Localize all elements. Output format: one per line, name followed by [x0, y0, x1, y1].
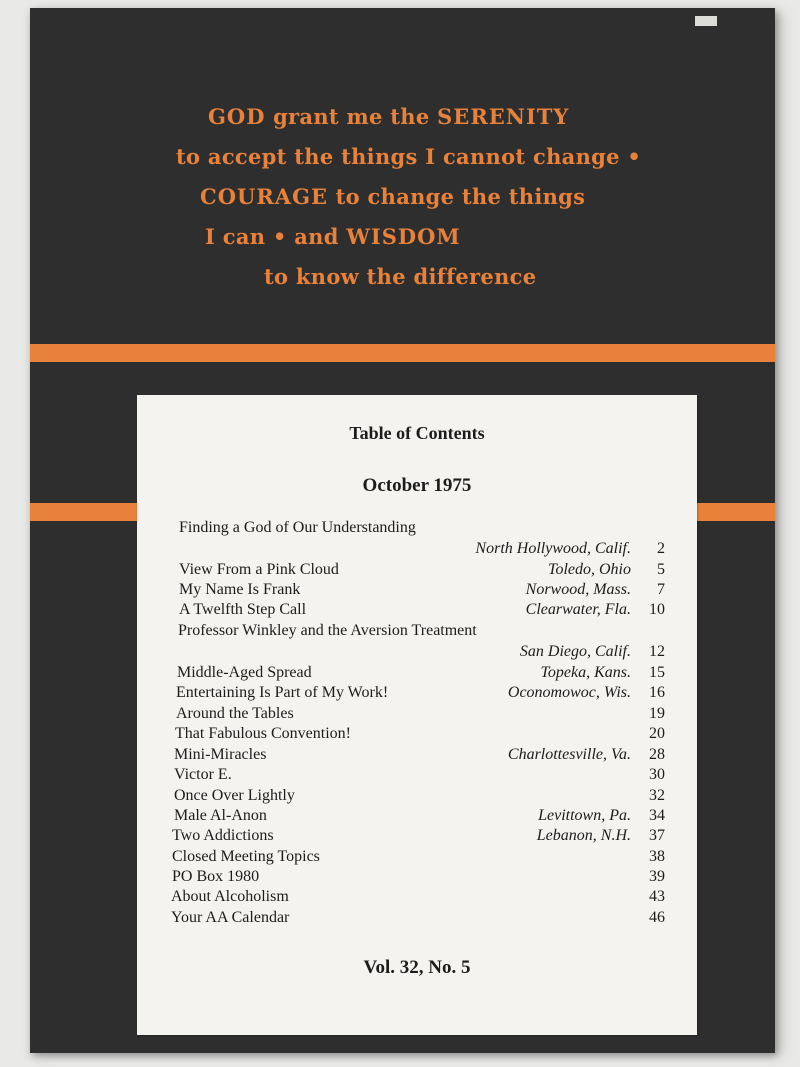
- toc-entry-page: 2: [657, 540, 665, 557]
- toc-entry-title: Entertaining Is Part of My Work!: [176, 684, 389, 701]
- toc-entry-title: My Name Is Frank: [179, 581, 301, 598]
- toc-entry-location: Norwood, Mass.: [525, 581, 631, 598]
- toc-entry-title: Around the Tables: [176, 705, 294, 722]
- toc-entry-title: About Alcoholism: [171, 888, 289, 905]
- cover-edge-mark: [695, 16, 717, 26]
- toc-entry-title: Finding a God of Our Understanding: [179, 519, 416, 536]
- toc-entry-location: San Diego, Calif.: [519, 643, 631, 660]
- toc-entry-title: View From a Pink Cloud: [179, 561, 339, 578]
- toc-entry-title: A Twelfth Step Call: [179, 601, 307, 618]
- toc-entry-location: Charlottesville, Va.: [507, 746, 631, 763]
- toc-entry-page: 43: [649, 888, 665, 905]
- prayer-line-2: to accept the things I cannot change •: [176, 144, 642, 169]
- toc-entry-page: 19: [649, 705, 665, 722]
- prayer-line-3: [200, 184, 585, 209]
- toc-entry-page: 28: [649, 746, 665, 763]
- toc-entry-page: 5: [657, 561, 665, 578]
- toc-entry-location: North Hollywood, Calif.: [475, 540, 631, 557]
- toc-entry-title: That Fabulous Convention!: [175, 725, 351, 742]
- prayer-line-4: [205, 224, 461, 249]
- toc-entry-title: Male Al-Anon: [174, 807, 267, 824]
- toc-entry-title: Closed Meeting Topics: [172, 848, 320, 865]
- toc-entry-page: 46: [649, 909, 665, 926]
- toc-entry-location: Topeka, Kans.: [540, 664, 631, 681]
- prayer-line-5: to know the difference: [264, 264, 537, 289]
- toc-entry-location: Oconomowoc, Wis.: [507, 684, 631, 701]
- toc-entry-title: Once Over Lightly: [174, 787, 295, 804]
- volume-number: Vol. 32, No. 5: [363, 957, 471, 978]
- prayer-text: to change the things: [328, 184, 586, 209]
- toc-entry-page: 7: [657, 581, 665, 598]
- toc-list: [137, 395, 697, 1035]
- toc-entry-title: PO Box 1980: [172, 868, 260, 885]
- table-of-contents-panel: [137, 395, 697, 1035]
- prayer-text: grant me the: [265, 104, 438, 129]
- toc-entry-page: 12: [649, 643, 665, 660]
- toc-entry-location: Levittown, Pa.: [538, 807, 631, 824]
- toc-entry-title: Middle-Aged Spread: [177, 664, 312, 681]
- toc-entry-title: Victor E.: [174, 766, 232, 783]
- prayer-word-wisdom: WISDOM: [346, 224, 461, 249]
- toc-entry-location: Toledo, Ohio: [548, 561, 631, 578]
- toc-entry-title: Professor Winkley and the Aversion Treatment: [178, 622, 477, 639]
- prayer-word-serenity: SERENITY: [437, 104, 570, 129]
- toc-entry-page: 39: [649, 868, 665, 885]
- toc-entry-location: Clearwater, Fla.: [525, 601, 631, 618]
- toc-entry-page: 37: [649, 827, 665, 844]
- toc-heading: Table of Contents: [349, 423, 485, 443]
- issue-date: October 1975: [362, 475, 472, 496]
- toc-entry-page: 34: [649, 807, 665, 824]
- toc-entry-page: 10: [649, 601, 665, 618]
- prayer-word-god: GOD: [208, 104, 266, 129]
- toc-entry-page: 15: [649, 664, 665, 681]
- toc-entry-title: Two Addictions: [172, 827, 274, 844]
- prayer-word-courage: COURAGE: [200, 184, 329, 209]
- orange-stripe-top: [30, 344, 775, 362]
- toc-entry-page: 30: [649, 766, 665, 783]
- toc-entry-title: Mini-Miracles: [174, 746, 267, 763]
- prayer-line-1: [208, 104, 569, 129]
- toc-entry-page: 20: [649, 725, 665, 742]
- toc-entry-page: 32: [649, 787, 665, 804]
- toc-entry-title: Your AA Calendar: [171, 909, 290, 926]
- prayer-text: I can • and: [205, 224, 347, 249]
- toc-entry-location: Lebanon, N.H.: [536, 827, 631, 844]
- toc-entry-page: 38: [649, 848, 665, 865]
- toc-entry-page: 16: [649, 684, 665, 701]
